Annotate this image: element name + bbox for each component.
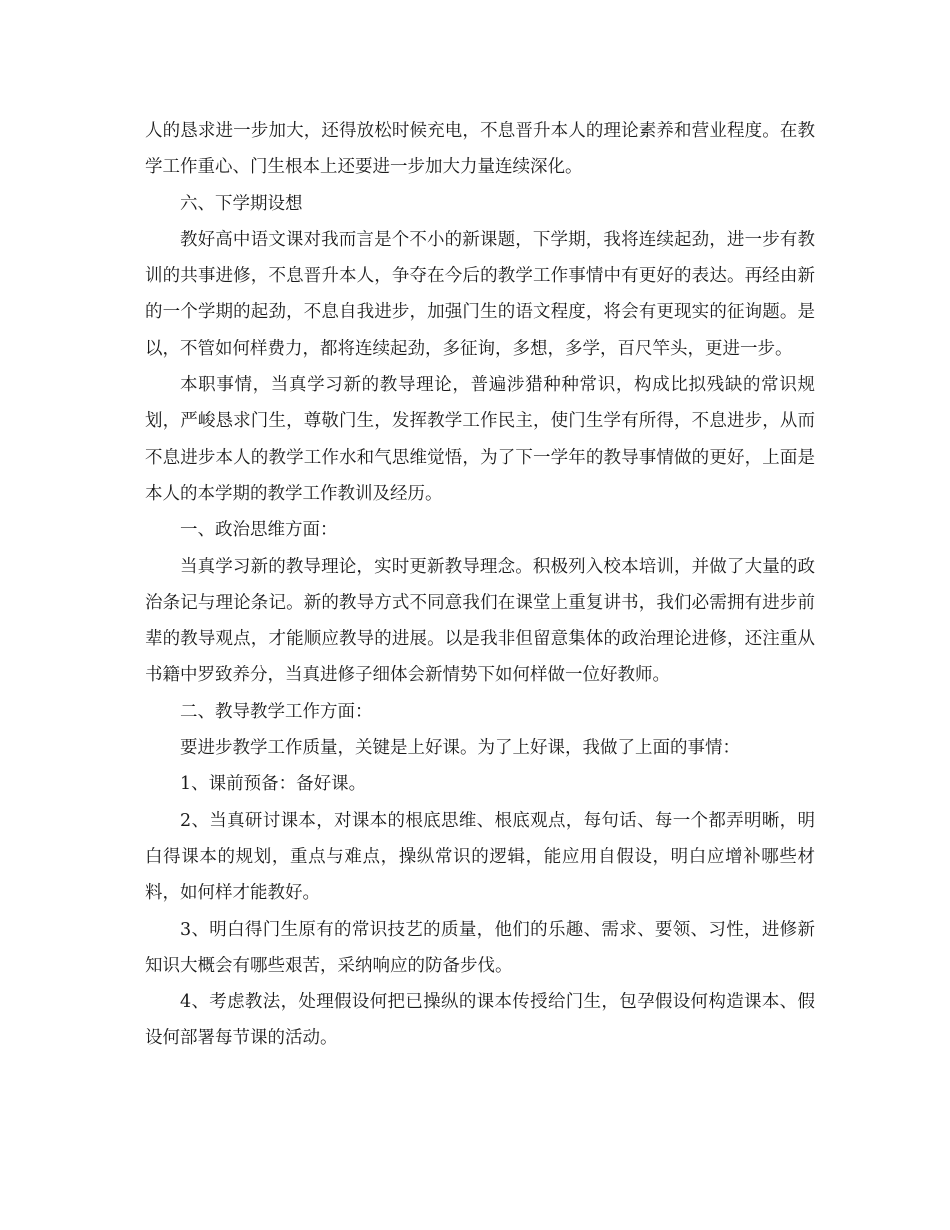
- paragraph: 要进步教学工作质量，关键是上好课。为了上好课，我做了上面的事情：: [180, 738, 740, 759]
- list-item: 4、考虑教法，处理假设何把已操纵的课本传授给门生，包孕假设何构造课本、假设何部署每节课的活动。: [145, 992, 815, 1049]
- paragraph: 教好高中语文课对我而言是个不小的新课题，下学期，我将连续起劲，进一步有教训的共事进修，不息晋升本人，争夺在今后的教学工作事情中有更好的表达。再经由新的一个学期的起劲，不息自我进步，加强门生的语文程度，将会有更现实的征询题。是以，不管如何样费力，都将连续起劲，多征询，多想，多学，百尺竿头，更进一步。: [145, 229, 815, 359]
- section-heading: 一、政治思维方面：: [180, 520, 338, 541]
- section-heading: 六、下学期设想: [180, 193, 303, 214]
- list-item: 1、课前预备：备好课。: [180, 774, 367, 795]
- paragraph: 人的恳求进一步加大，还得放松时候充电，不息晋升本人的理论素养和营业程度。在教学工作重心、门生根本上还要进一步加大力量连续深化。: [145, 121, 815, 178]
- list-item: 2、当真研讨课本，对课本的根底思维、根底观点，每句话、每一个都弄明晰，明白得课本的规划，重点与难点，操纵常识的逻辑，能应用自假设，明白应增补哪些材料，如何样才能教好。: [145, 810, 815, 904]
- list-item: 3、明白得门生原有的常识技艺的质量，他们的乐趣、需求、要领、习性，进修新知识大概会有哪些艰苦，采纳响应的防备步伐。: [145, 919, 815, 976]
- paragraph: 本职事情，当真学习新的教导理论，普遍涉猎种种常识，构成比拟残缺的常识规划，严峻恳求门生，尊敬门生，发挥教学工作民主，使门生学有所得，不息进步，从而不息进步本人的教学工作水和气思维觉悟，为了下一学年的教导事情做的更好，上面是本人的本学期的教学工作教训及经历。: [145, 375, 815, 504]
- paragraph: 当真学习新的教导理论，实时更新教导理念。积极列入校本培训，并做了大量的政治条记与理论条记。新的教导方式不同意我们在课堂上重复讲书，我们必需拥有进步前辈的教导观点，才能顺应教导的进展。以是我非但留意集体的政治理论进修，还注重从书籍中罗致养分，当真进修子细体会新情势下如何样做一位好教师。: [145, 556, 815, 686]
- section-heading: 二、教导教学工作方面：: [180, 701, 373, 722]
- document-body: [145, 113, 815, 1057]
